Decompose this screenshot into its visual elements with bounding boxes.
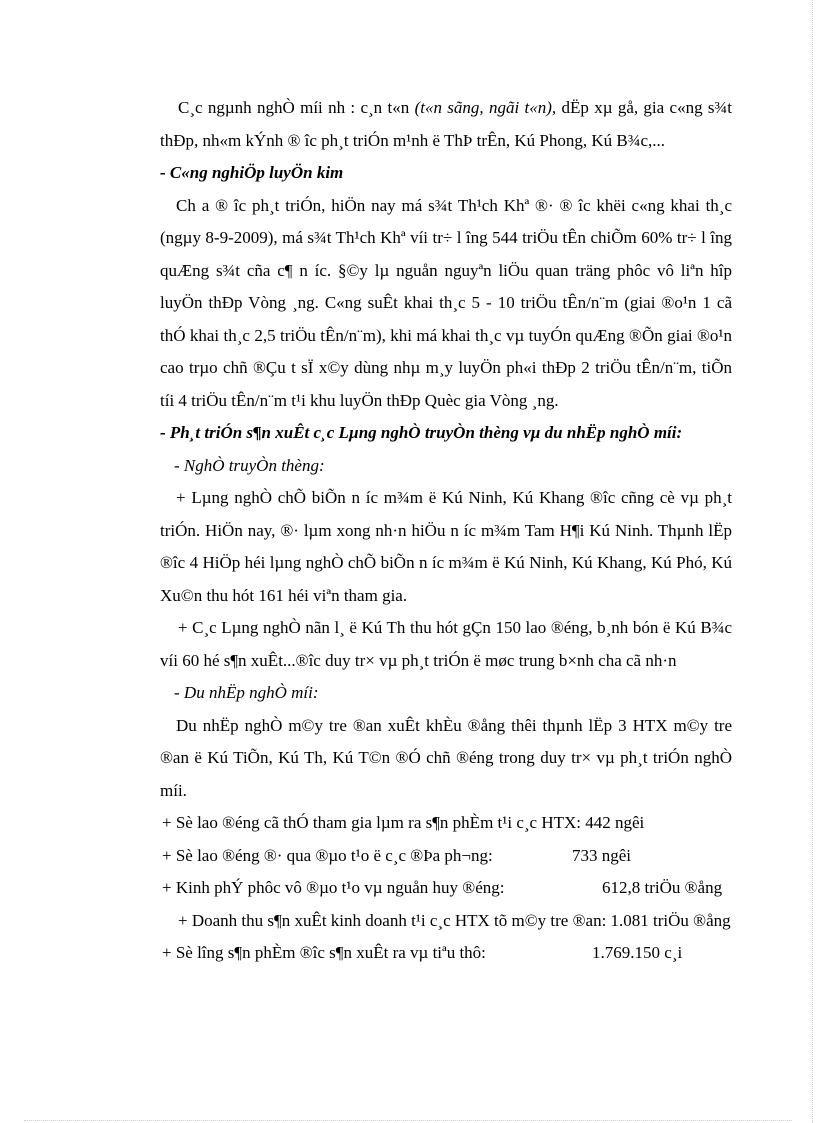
stat-value: 733 ngêi	[572, 845, 632, 865]
stat-label: + Sè lîng s¶n phÈm ®îc s¶n xuÊt ra vµ tiªu thô:	[162, 943, 486, 962]
paragraph-iron-mine: Ch a ® îc ph¸t triÓn, hiÖn nay má s¾t Th¹ch Khª ®· ® îc khëi c«ng khai th¸c (ngµy 8-9-2009), má s¾t Th¹ch Khª víi tr÷ l îng 544 triÖu tÊn chiÕm 60% tr÷ l îng quÆng s¾t cña c¶ n íc. §©y lµ nguån nguyªn liÖu quan träng phôc vô liªn hîp luyÖn thÐp Vòng ¸ng. C«ng suÊt khai th¸c 5 - 10 triÖu tÊn/n¨m (giai ®o¹n 1 cã thÓ khai th¸c 2,5 triÖu tÊn/n¨m), khi má khai th¸c vµ tuyÓn quÆng ®Õn giai ®o¹n cao trµo chñ ®Çu t sÏ x©y dùng nhµ m¸y luyÖn ph«i thÐp 2 triÖu tÊn/n¨m, tiÕn tíi 4 triÖu tÊn/n¨m t¹i khu luyÖn thÐp Quèc gia Vòng ¸ng.	[160, 195, 732, 410]
paragraph-hat-making: + C¸c Lµng nghÒ nãn l¸ ë Kú Th thu hót gÇn 150 lao ®éng, b¸nh bón ë Kú B¾c víi 60 hé s¶n xuÊt...®îc duy tr× vµ ph¸t triÓn ë møc trung b×nh cha cã nh·n	[160, 618, 732, 670]
page-edge-bottom	[24, 1120, 792, 1121]
heading-metallurgy: - C«ng nghiÖp luyÖn kim	[160, 163, 344, 182]
stat-row-funding	[160, 872, 732, 905]
stat-label: + Sè lao ®éng cã thÓ tham gia lµm ra s¶n phÈm t¹i c¸c HTX: 442 ngêi	[162, 813, 645, 832]
heading-craft-villages: - Ph¸t triÓn s¶n xuÊt c¸c Lµng nghÒ truyÒn thèng vµ du nhËp nghÒ míi:	[160, 423, 683, 442]
subheading-new-trades: - Du nhËp nghÒ míi:	[174, 683, 319, 702]
stat-row-products	[160, 937, 732, 970]
document-page	[160, 92, 732, 970]
stat-value: 1.769.150 c¸i	[592, 943, 683, 962]
stat-label: + Sè lao ®éng ®· qua ®µo t¹o ë c¸c ®Þa ph¬ng:	[162, 845, 493, 865]
paragraph-revenue: + Doanh thu s¶n xuÊt kinh doanh t¹i c¸c HTX tõ m©y tre ®an: 1.081 triÖu ®ång	[178, 910, 731, 930]
paragraph-text: dËp xµ gå, gia c«ng s¾t thÐp, nh«m kÝnh ® îc ph¸t triÓn m¹nh ë ThÞ trÊn, Kú Phong, Kú B¾c,...	[160, 98, 732, 150]
paragraph-text: C¸c ngµnh nghÒ míi nh : c¸n t«n	[178, 98, 415, 117]
subheading-traditional-trades: - NghÒ truyÒn thèng:	[174, 455, 325, 475]
paragraph-rattan: Du nhËp nghÒ m©y tre ®an xuÊt khÈu ®ång thêi thµnh lËp 3 HTX m©y tre ®an ë Kú TiÕn, Kú Th, Kú T©n ®Ó chñ ®éng trong duy tr× vµ ph¸t triÓn nghÒ míi.	[160, 715, 732, 800]
paragraph-new-trades	[160, 92, 732, 157]
page-edge-right	[812, 0, 813, 1123]
stat-value: 612,8 triÖu ®ång	[602, 878, 723, 897]
stat-row-workers	[160, 807, 732, 840]
stat-row-trained	[160, 840, 732, 873]
paragraph-fish-sauce: + Lµng nghÒ chÕ biÕn n íc m¾m ë Kú Ninh, Kú Khang ®îc cñng cè vµ ph¸t triÓn. HiÖn nay, ®· lµm xong nh·n hiÖu n íc m¾m Tam H¶i Kú Ninh. Thµnh lËp ®îc 4 HiÖp héi lµng nghÒ chÕ biÕn n íc m¾m ë Kú Ninh, Kú Khang, Kú Phó, Kú Xu©n thu hót 161 héi viªn tham gia.	[160, 488, 732, 605]
paragraph-italic-text: (t«n sãng, ngãi t«n),	[414, 98, 557, 117]
stat-label: + Kinh phÝ phôc vô ®µo t¹o vµ nguån huy ®éng:	[162, 878, 505, 897]
